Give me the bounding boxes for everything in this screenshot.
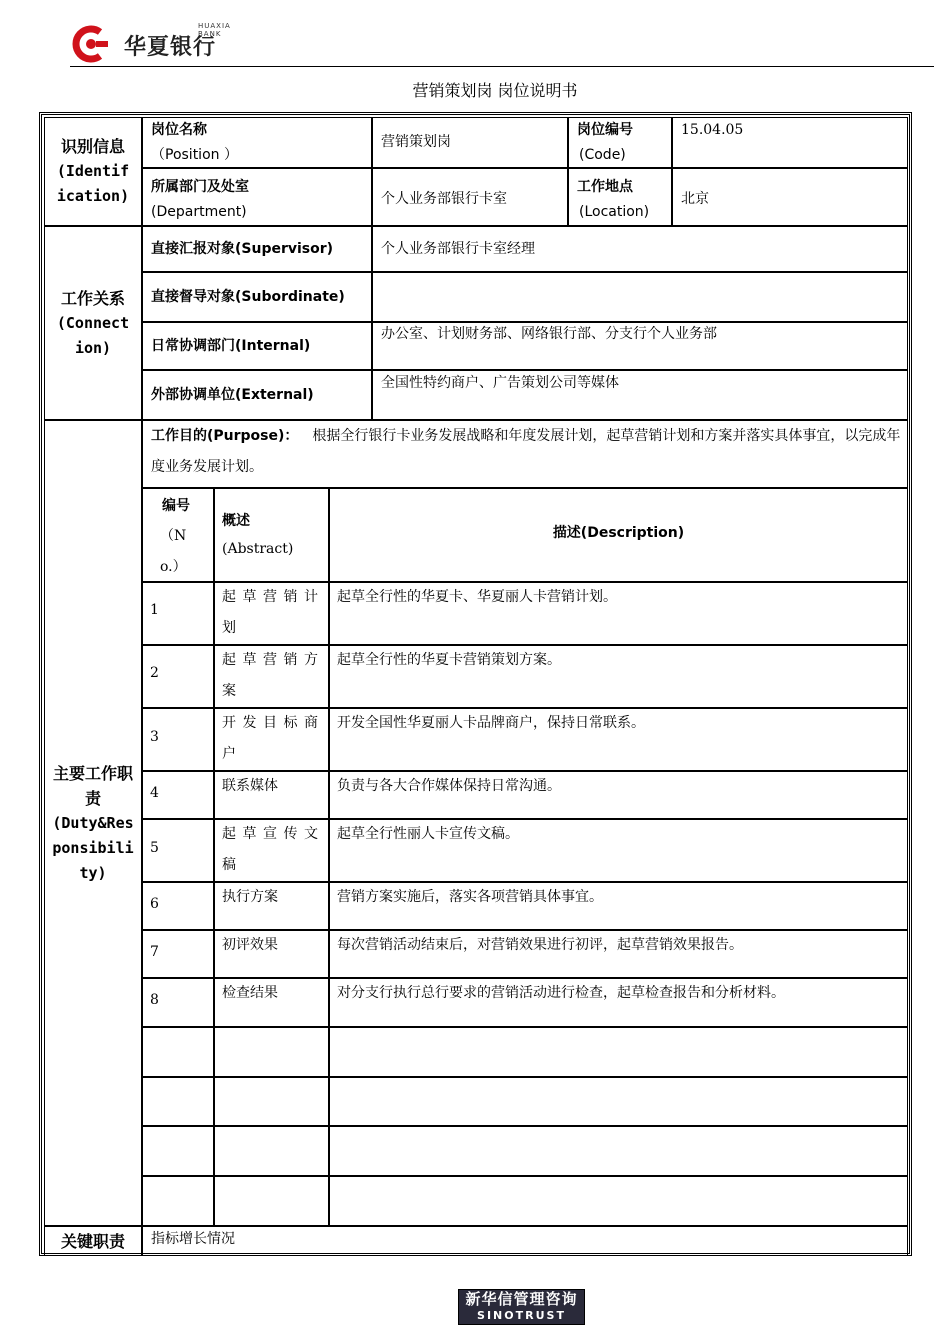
duty-desc: 开发全国性华夏丽人卡品牌商户，保持日常联系。 [337, 715, 645, 731]
duty-no: 3 [150, 729, 159, 745]
internal-label-text: 日常协调部门(Internal) [151, 338, 311, 354]
table-cell [329, 1176, 908, 1226]
consultant-name-cn: 新华信管理咨询 [465, 1290, 578, 1308]
connection-heading-en: (Connection) [56, 313, 130, 357]
table-row-empty [142, 1126, 214, 1176]
duty-heading-en: (Duty&Responsibility) [52, 813, 134, 882]
bank-name-cn: 华夏银行 [124, 35, 217, 60]
subordinate-label-text: 直接督导对象(Subordinate) [151, 289, 345, 305]
table-row-empty [142, 1176, 214, 1226]
table-row-empty [142, 1077, 214, 1126]
duty-desc: 起草全行性丽人卡宣传文稿。 [337, 826, 519, 842]
department-label-en: (Department) [151, 204, 247, 220]
duty-abstract: 起草营销计划 [222, 589, 322, 636]
location-value: 北京 [681, 191, 709, 207]
duty-abstract: 起草营销方案 [222, 652, 322, 699]
internal-label [151, 334, 310, 359]
table-cell [214, 1077, 329, 1126]
duty-desc: 负责与各大合作媒体保持日常沟通。 [337, 778, 561, 794]
supervisor-label [151, 237, 333, 262]
location-label-en: (Location) [579, 204, 650, 220]
col-abstract-cn: 概述 [222, 513, 250, 529]
col-desc-text: 描述(Description) [552, 525, 685, 541]
table-cell [329, 1027, 908, 1077]
purpose-label: 工作目的(Purpose)： [151, 428, 299, 444]
purpose-text: 根据全行银行卡业务发展战略和年度发展计划，起草营销计划和方案并落实具体事宜，以完成年度业务发展计划。 [151, 428, 901, 475]
duty-abstract: 联系媒体 [222, 778, 278, 794]
table-cell [329, 1077, 908, 1126]
col-desc [329, 521, 908, 546]
duty-desc: 对分支行执行总行要求的营销活动进行检查，起草检查报告和分析材料。 [337, 985, 785, 1001]
code-label: 岗位编号 [577, 122, 633, 138]
table-cell [214, 1027, 329, 1077]
table-cell [214, 1176, 329, 1226]
duty-no: 1 [150, 602, 159, 618]
external-label [151, 383, 314, 408]
duty-desc: 起草全行性的华夏卡、华夏丽人卡营销计划。 [337, 589, 617, 605]
code-value: 15.04.05 [681, 122, 744, 138]
connection-heading: 工作关系 [60, 288, 125, 308]
connection-value-cell [372, 272, 908, 322]
table-row-empty [142, 1027, 214, 1077]
department-label: 所属部门及处室 [151, 179, 249, 195]
col-no-cn: 编号 [162, 498, 190, 514]
sinotrust-logo [458, 1289, 585, 1325]
key-value-cell [142, 1226, 908, 1256]
col-abstract-en: (Abstract) [222, 541, 294, 557]
duty-no: 6 [150, 896, 159, 912]
header-rule [70, 66, 934, 67]
duty-desc: 起草全行性的华夏卡营销策划方案。 [337, 652, 561, 668]
position-value: 营销策划岗 [381, 134, 451, 150]
subordinate-label [151, 285, 345, 310]
page-title: 营销策划岗 岗位说明书 [412, 81, 578, 100]
duty-desc: 营销方案实施后，落实各项营销具体事宜。 [337, 889, 603, 905]
bank-logo [70, 22, 250, 66]
duty-no: 2 [150, 665, 159, 681]
supervisor-value: 个人业务部银行卡室经理 [381, 241, 535, 257]
consultant-name-en: SINOTRUST [477, 1309, 566, 1322]
position-label-en: （Position ） [151, 147, 238, 163]
key-value: 指标增长情况 [151, 1231, 235, 1247]
external-label-text: 外部协调单位(External) [151, 387, 314, 403]
duty-heading: 主要工作职责 [53, 763, 134, 808]
position-label: 岗位名称 [151, 122, 207, 138]
duty-abstract: 初评效果 [222, 937, 278, 953]
duty-no: 5 [150, 840, 159, 856]
location-label: 工作地点 [577, 179, 633, 195]
bank-name-en: HUAXIA BANK [198, 22, 231, 38]
duty-abstract: 起草宣传文稿 [222, 826, 322, 873]
duty-no: 7 [150, 944, 159, 960]
huaxia-bank-logo-icon [70, 24, 110, 64]
table-cell [329, 1126, 908, 1176]
purpose [151, 421, 903, 483]
duty-desc: 每次营销活动结束后，对营销效果进行初评，起草营销效果报告。 [337, 937, 743, 953]
col-no-en: （No.） [160, 528, 187, 575]
department-value: 个人业务部银行卡室 [381, 191, 507, 207]
duty-no: 8 [150, 992, 159, 1008]
duty-no: 4 [150, 785, 159, 801]
duty-abstract: 执行方案 [222, 889, 278, 905]
duty-abstract: 检查结果 [222, 985, 278, 1001]
identification-heading-en: (Identification) [56, 162, 130, 205]
code-label-en: (Code) [579, 147, 626, 163]
external-value: 全国性特约商户、广告策划公司等媒体 [381, 375, 619, 391]
supervisor-label-text: 直接汇报对象(Supervisor) [151, 241, 334, 257]
key-heading: 关键职责 [60, 1231, 125, 1251]
identification-heading: 识别信息 [60, 137, 125, 156]
internal-value: 办公室、计划财务部、网络银行部、分支行个人业务部 [381, 326, 717, 342]
table-cell [214, 1126, 329, 1176]
duty-abstract: 开发目标商户 [222, 715, 322, 762]
